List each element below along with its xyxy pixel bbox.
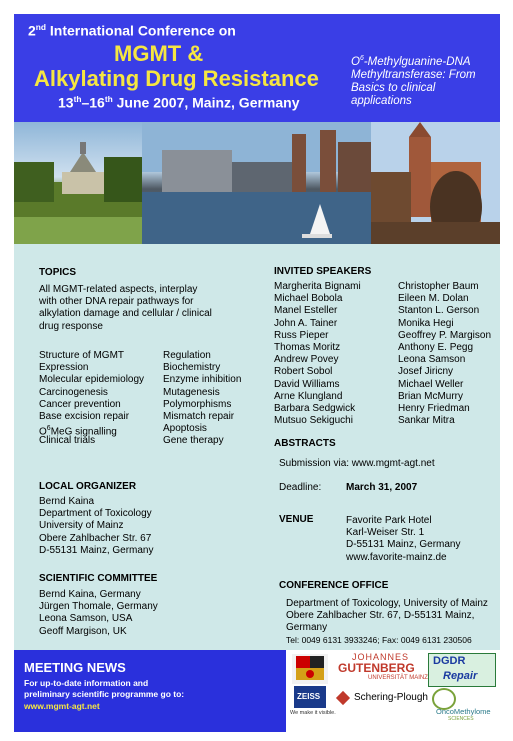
organizer-line: Bernd Kaina [39, 496, 95, 507]
speaker-name: Leona Samson [398, 354, 466, 366]
meeting-news-url[interactable]: www.mgmt-agt.net [24, 701, 100, 711]
organizer-line: Department of Toxicology [39, 508, 152, 520]
venue-details [346, 515, 461, 564]
dgdr-repair-logo [428, 653, 496, 687]
speaker-name: Eileen M. Dolan [398, 293, 469, 305]
speaker-name: Monika Hegi [398, 317, 454, 329]
meeting-news-text [24, 678, 184, 700]
date-end: –16 [81, 94, 105, 111]
deadline-value: March 31, 2007 [346, 482, 418, 493]
speaker-name: Josef Jiricny [398, 366, 454, 378]
committee-member: Leona Samson, USA [39, 613, 133, 625]
speaker-name: Andrew Povey [274, 354, 339, 366]
topic-item: Clinical trials [39, 435, 96, 447]
date-end-suffix: th [104, 94, 113, 104]
speaker-name: Mutsuo Sekiguchi [274, 415, 353, 427]
topics-intro-line: with other DNA repair pathways for [39, 296, 194, 308]
repair-text: Repair [443, 670, 478, 682]
scientific-committee-heading: SCIENTIFIC COMMITTEE [39, 573, 158, 584]
speaker-name: Sankar Mitra [398, 415, 455, 427]
speaker-name: Brian McMurry [398, 390, 464, 402]
local-organizer-details [39, 496, 154, 557]
photo-cathedral-statue [371, 122, 500, 244]
topic-item: Regulation [163, 350, 211, 361]
topics-intro [39, 284, 212, 333]
office-line: Germany [286, 622, 328, 634]
office-line: Department of Toxicology, University of Mainz [286, 598, 488, 609]
venue-line: Karl-Weiser Str. 1 [346, 527, 425, 539]
committee-member: Jürgen Thomale, Germany [39, 601, 158, 613]
topic-item [39, 423, 144, 438]
local-organizer-heading: LOCAL ORGANIZER [39, 481, 137, 492]
topics-heading: TOPICS [39, 267, 77, 278]
office-phone-fax: Tel: 0049 6131 3933246; Fax: 0049 6131 230506 [286, 635, 472, 645]
scientific-committee-list [39, 589, 158, 638]
speaker-name: Stanton L. Gerson [398, 305, 480, 317]
speaker-name: Geoffrey P. Margison [398, 329, 492, 341]
schering-plough-logo: Schering-Plough [354, 692, 428, 703]
committee-member: Geoff Margison, UK [39, 625, 127, 637]
tagline-text: -Methylguanine-DNA Methyltransferase: From Basics to clinical applications [351, 55, 476, 107]
topic-item: Base excision repair [39, 410, 130, 422]
topic-item: Polymorphisms [163, 398, 232, 410]
venue-line: Favorite Park Hotel [346, 515, 432, 526]
o6-rest: MeG signalling [50, 426, 117, 438]
topics-intro-line: alkylation damage and cellular / clinical [39, 308, 212, 320]
date-start-suffix: th [73, 94, 82, 104]
conference-tagline [351, 52, 496, 108]
topic-item: Gene therapy [163, 435, 224, 447]
speaker-name: Robert Sobol [274, 366, 333, 378]
invited-speakers-heading: INVITED SPEAKERS [274, 266, 372, 277]
speaker-name: David Williams [274, 378, 340, 390]
venue-line: D-55131 Mainz, Germany [346, 539, 461, 551]
office-line: Obere Zahlbacher Str. 67, D-55131 Mainz, [286, 610, 475, 622]
gutenberg-logo-top: JOHANNES [352, 652, 410, 662]
oncomethylome-logo: OncoMethylome [436, 707, 491, 716]
speaker-name: Arne Klungland [274, 390, 343, 402]
venue-website[interactable]: www.favorite-mainz.de [346, 551, 447, 563]
zeiss-text: ZEISS [297, 692, 321, 701]
topic-item: Expression [39, 362, 89, 374]
organizer-line: Obere Zahlbacher Str. 67 [39, 532, 152, 544]
o6-o: O [39, 426, 47, 438]
topics-list-right [163, 350, 241, 448]
photo-mainz-cathedral-park [14, 122, 142, 244]
conference-on-text: International Conference on [46, 22, 236, 39]
ordinal-number: 2 [28, 22, 36, 39]
o6-sup: 6 [46, 425, 51, 433]
rhineland-coat-of-arms-icon [292, 654, 328, 684]
conference-dates [58, 94, 300, 111]
meeting-news-line: preliminary scientific programme go to: [24, 689, 185, 699]
dgdr-text: DGDR [433, 655, 466, 667]
speaker-name: Michael Bobola [274, 293, 343, 305]
oncomethylome-sub: SCIENCES [448, 716, 474, 722]
meeting-news-line: For up-to-date information and [24, 678, 149, 688]
speaker-name: Anthony E. Pegg [398, 341, 474, 353]
speaker-name: Margherita Bignami [274, 281, 361, 292]
abstracts-heading: ABSTRACTS [274, 438, 336, 449]
date-start: 13 [58, 94, 74, 111]
topics-intro-line: drug response [39, 320, 103, 332]
speaker-name: Christopher Baum [398, 281, 479, 292]
speaker-name: Manel Esteller [274, 305, 338, 317]
topic-item: Biochemistry [163, 362, 221, 374]
venue-heading: VENUE [279, 514, 314, 525]
topic-item: Apoptosis [163, 423, 207, 435]
topic-item: Mismatch repair [163, 410, 235, 422]
topic-item: Enzyme inhibition [163, 374, 242, 386]
gutenberg-logo-bottom: UNIVERSITÄT MAINZ [368, 675, 428, 681]
speaker-name: Thomas Moritz [274, 341, 341, 353]
organizer-line: D-55131 Mainz, Germany [39, 544, 154, 556]
tagline-sup: 6 [359, 55, 364, 62]
zeiss-logo [294, 686, 326, 708]
speaker-name: Henry Friedman [398, 402, 470, 414]
topic-item: Carcinogenesis [39, 386, 108, 398]
conference-office-heading: CONFERENCE OFFICE [279, 580, 389, 591]
topic-item: Cancer prevention [39, 398, 121, 410]
schering-plough-icon [336, 691, 350, 705]
invited-speakers-right [398, 281, 491, 427]
speaker-name: Michael Weller [398, 378, 464, 390]
conference-office-details [286, 598, 488, 635]
deadline-label: Deadline: [279, 482, 322, 493]
title-mgmt: MGMT & [114, 41, 204, 66]
topics-list-left [39, 350, 144, 448]
organizer-line: University of Mainz [39, 520, 124, 532]
meeting-news-heading: MEETING NEWS [24, 660, 126, 675]
speaker-name: John A. Tainer [274, 317, 338, 329]
committee-member: Bernd Kaina, Germany [39, 589, 141, 600]
abstracts-submission[interactable]: Submission via: www.mgmt-agt.net [279, 458, 435, 469]
conference-ordinal-line [28, 22, 236, 39]
gutenberg-logo-main: GUTENBERG [338, 661, 415, 675]
topics-intro-line: All MGMT-related aspects, interplay [39, 284, 198, 295]
tagline-o: O [351, 55, 360, 68]
title-alkylating: Alkylating Drug Resistance [34, 66, 319, 91]
ordinal-suffix: nd [35, 22, 47, 32]
photo-rhine-sailboat [142, 122, 371, 244]
topic-item: Molecular epidemiology [39, 374, 145, 386]
date-location: June 2007, Mainz, Germany [112, 94, 300, 111]
sponsor-logos [286, 650, 500, 732]
topic-item: Structure of MGMT [39, 350, 125, 361]
poster-header [14, 14, 500, 122]
speaker-name: Barbara Sedgwick [274, 402, 356, 414]
invited-speakers-left [274, 281, 361, 427]
topic-item: Mutagenesis [163, 386, 220, 398]
speaker-name: Russ Pieper [274, 329, 329, 341]
zeiss-caption: We make it visible. [290, 710, 336, 716]
